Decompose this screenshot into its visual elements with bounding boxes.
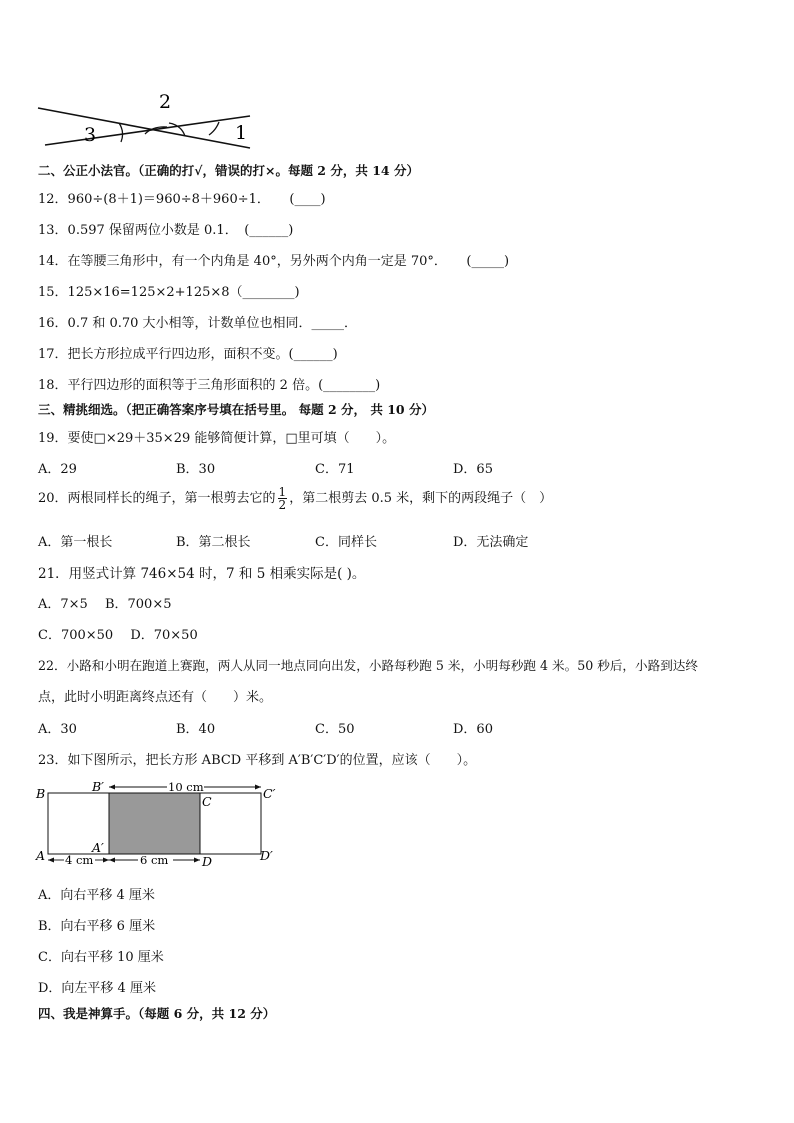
q19-option-d: D．65 xyxy=(453,462,493,477)
fraction-numerator: 1 xyxy=(278,485,287,499)
question-14: 14．在等腰三角形中，有一个内角是 40°，另外两个内角一定是 70°． (_____) xyxy=(38,254,510,269)
section-4-title: 四、我是神算手。（每题 6 分，共 12 分） xyxy=(38,1006,276,1021)
angle-figure xyxy=(35,88,260,150)
q23-option-b: B．向右平移 6 厘米 xyxy=(38,919,156,934)
q19-option-b: B．30 xyxy=(176,462,216,477)
question-20 xyxy=(38,486,552,511)
vertex-b-prime: B′ xyxy=(92,779,105,794)
vertex-d: D xyxy=(202,854,213,869)
angle-label-2: 2 xyxy=(159,91,172,113)
q20-option-b: B．第二根长 xyxy=(176,535,251,550)
line-two xyxy=(45,116,250,145)
q22-option-d: D．60 xyxy=(453,722,493,737)
q20-stem-before: 20．两根同样长的绳子，第一根剪去它的 xyxy=(38,491,276,506)
vertex-d-prime: D′ xyxy=(260,848,273,863)
q23-option-a: A．向右平移 4 厘米 xyxy=(38,888,155,903)
q23-option-d: D．向左平移 4 厘米 xyxy=(38,981,156,996)
angle-label-1: 1 xyxy=(235,122,248,144)
question-23: 23．如下图所示，把长方形 ABCD 平移到 A′B′C′D′的位置，应该（ ）。 xyxy=(38,753,477,768)
angle-label-3: 3 xyxy=(84,124,97,146)
q21-options-row-2: C．700×50 D．70×50 xyxy=(38,628,198,643)
q19-option-a: A．29 xyxy=(38,462,77,477)
fraction-one-half xyxy=(278,486,288,511)
section-2-title: 二、公正小法官。（正确的打√，错误的打×。每题 2 分，共 14 分） xyxy=(38,163,419,178)
q20-option-a: A．第一根长 xyxy=(38,535,113,550)
fraction-denominator: 2 xyxy=(278,498,287,512)
vertex-a: A xyxy=(36,848,46,863)
q22-option-a: A．30 xyxy=(38,722,77,737)
question-18: 18．平行四边形的面积等于三角形面积的 2 倍。(________) xyxy=(38,378,381,393)
q20-option-c: C．同样长 xyxy=(315,535,377,550)
vertex-a-prime: A′ xyxy=(92,840,104,855)
shaded-overlap xyxy=(109,793,200,854)
left-dim-label: 4 cm xyxy=(65,853,94,867)
question-21: 21．用竖式计算 746×54 时，7 和 5 相乘实际是( )。 xyxy=(38,566,366,582)
translation-figure xyxy=(34,776,284,870)
mid-dim-label: 6 cm xyxy=(140,853,169,867)
angle-arc-3 xyxy=(119,123,123,142)
question-22-line-2: 点，此时小明距离终点还有（ ）米。 xyxy=(38,690,273,705)
vertex-c-prime: C′ xyxy=(263,786,276,801)
q23-option-c: C．向右平移 10 厘米 xyxy=(38,950,164,965)
left-dim-arrow-left xyxy=(48,858,54,863)
q19-option-c: C．71 xyxy=(315,462,355,477)
question-17: 17．把长方形拉成平行四边形，面积不变。(______) xyxy=(38,347,338,362)
angle-arc-1 xyxy=(209,122,219,135)
q20-option-d: D．无法确定 xyxy=(453,535,529,550)
top-dim-arrow-left xyxy=(109,785,115,790)
question-13: 13．0.597 保留两位小数是 0.1． (______) xyxy=(38,223,294,238)
question-16: 16．0.7 和 0.70 大小相等，计数单位也相同．_____． xyxy=(38,316,358,331)
vertex-b: B xyxy=(36,786,46,801)
section-3-title: 三、精挑细选。（把正确答案序号填在括号里。 每题 2 分， 共 10 分） xyxy=(38,402,434,417)
mid-dim-arrow-right xyxy=(194,858,200,863)
top-dim-arrow-right xyxy=(255,785,261,790)
left-dim-arrow-right xyxy=(103,858,109,863)
question-12: 12．960÷(8＋1)＝960÷8＋960÷1． (____) xyxy=(38,192,326,207)
top-dim-label: 10 cm xyxy=(168,780,204,794)
mid-dim-arrow-left xyxy=(109,858,115,863)
question-22-line-1: 22．小路和小明在跑道上赛跑，两人从同一地点同向出发，小路每秒跑 5 米，小明每秒跑 4 米。50 秒后，小路到达终 xyxy=(38,658,698,673)
q22-option-c: C．50 xyxy=(315,722,355,737)
q20-stem-after: ，第二根剪去 0.5 米，剩下的两段绳子（ ） xyxy=(289,491,553,506)
question-19: 19．要使□×29＋35×29 能够简便计算，□里可填（ ）。 xyxy=(38,431,396,446)
q21-options-row-1: A．7×5 B．700×5 xyxy=(38,597,172,612)
question-15: 15．125×16=125×2+125×8（________) xyxy=(38,285,300,300)
q22-option-b: B．40 xyxy=(176,722,216,737)
vertex-c: C xyxy=(202,794,212,809)
